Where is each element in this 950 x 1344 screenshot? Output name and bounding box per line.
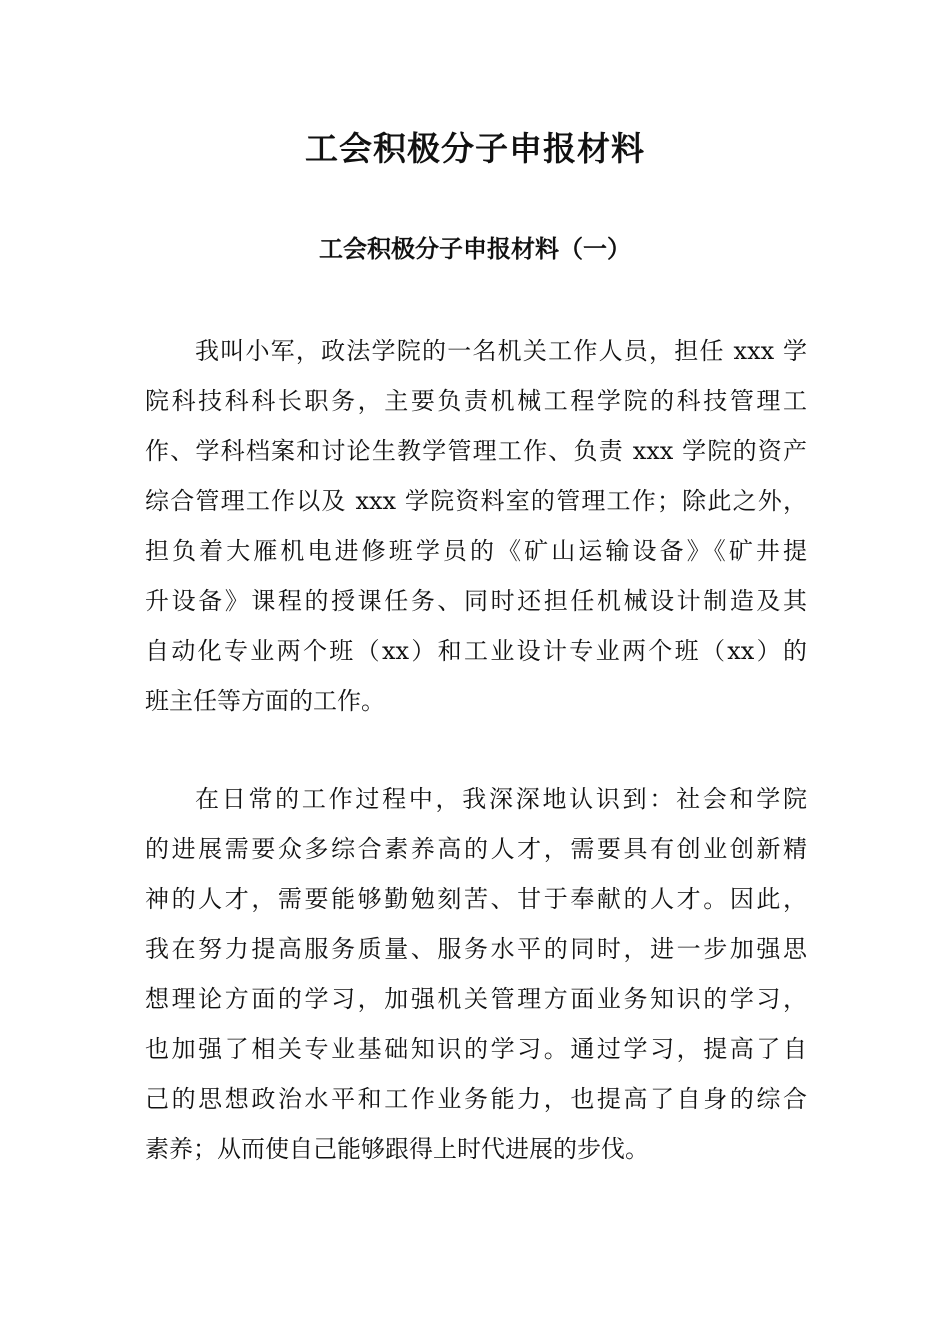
paragraph-line: 的进展需要众多综合素养高的人才，需要具有创业创新精 xyxy=(145,835,807,863)
paragraph-line: 升设备》课程的授课任务、同时还担任机械设计制造及其 xyxy=(145,587,807,615)
paragraph-line: 我叫小军，政法学院的一名机关工作人员，担任 xxx 学 xyxy=(195,337,807,365)
paragraph-line: 班主任等方面的工作。 xyxy=(145,687,385,715)
paragraph-line: 在日常的工作过程中，我深深地认识到：社会和学院 xyxy=(195,785,807,813)
document-title: 工会积极分子申报材料 xyxy=(305,129,645,168)
paragraph-line: 我在努力提高服务质量、服务水平的同时，进一步加强思 xyxy=(145,935,807,963)
document-subtitle: 工会积极分子申报材料（一） xyxy=(319,234,631,263)
paragraph-line: 作、学科档案和讨论生教学管理工作、负责 xxx 学院的资产 xyxy=(145,437,807,465)
paragraph-line: 综合管理工作以及 xxx 学院资料室的管理工作；除此之外， xyxy=(145,487,807,515)
paragraph-line: 素养；从而使自己能够跟得上时代进展的步伐。 xyxy=(145,1135,649,1163)
paragraph-1 xyxy=(145,326,807,726)
paragraph-line: 院科技科科长职务，主要负责机械工程学院的科技管理工 xyxy=(145,387,807,415)
paragraph-line: 想理论方面的学习，加强机关管理方面业务知识的学习， xyxy=(145,985,807,1013)
paragraph-line: 己的思想政治水平和工作业务能力，也提高了自身的综合 xyxy=(145,1085,807,1113)
paragraph-2 xyxy=(145,774,807,1174)
paragraph-line: 担负着大雁机电进修班学员的《矿山运输设备》《矿井提 xyxy=(145,537,807,565)
paragraph-line: 也加强了相关专业基础知识的学习。通过学习，提高了自 xyxy=(145,1035,807,1063)
paragraph-line: 神的人才，需要能够勤勉刻苦、甘于奉献的人才。因此， xyxy=(145,885,807,913)
paragraph-line: 自动化专业两个班（xx）和工业设计专业两个班（xx）的 xyxy=(145,637,807,665)
